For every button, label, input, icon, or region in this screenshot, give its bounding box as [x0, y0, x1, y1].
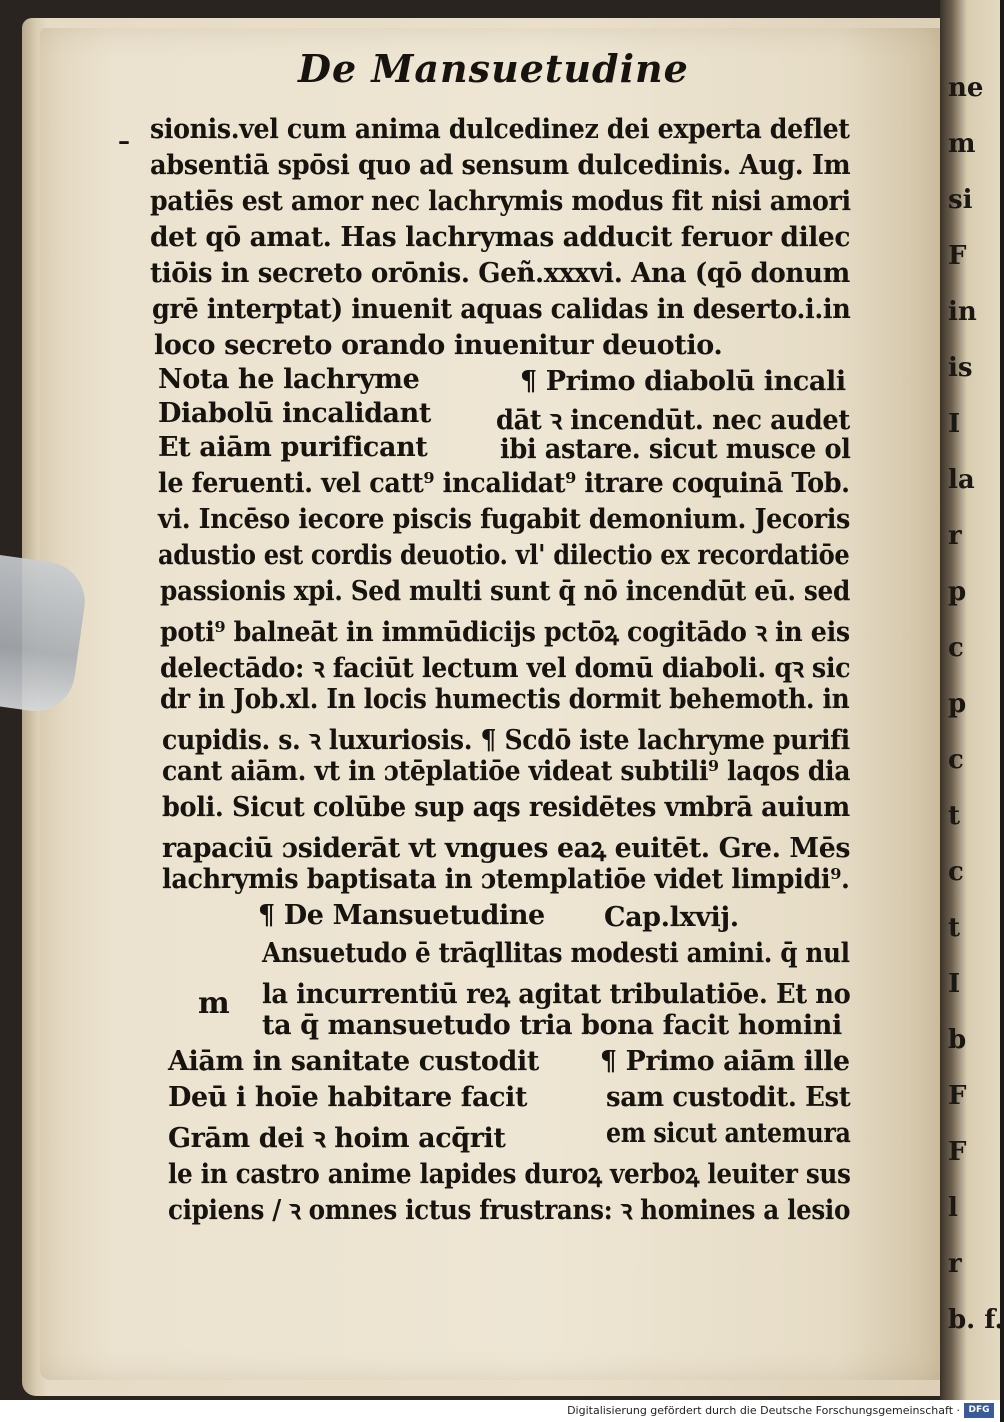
facing-line: p [948, 689, 967, 719]
page-title: De Mansuetudine [298, 46, 689, 91]
distinction-left: Nota he lachryme [158, 364, 420, 395]
text-line: boli. Sicut colūbe sup aqs residētes vmbrā auium [162, 792, 850, 823]
text-line: delectādo: ꝛ faciūt lectum vel domū diaboli. qꝛ sic [160, 653, 851, 684]
facing-line: F [948, 241, 967, 271]
dfg-logo: DFG [964, 1403, 994, 1418]
text-line: cant aiām. vt in ɔtēplatiōe videat subtili⁹ laqos dia [162, 756, 851, 787]
text-line: em sicut antemura [606, 1118, 851, 1149]
facing-line: is [948, 353, 973, 383]
text-line: vi. Incēso iecore piscis fugabit demonium. Jecoris [158, 504, 850, 535]
text-line: ibi astare. sicut musce ol [500, 434, 851, 465]
text-line: loco secreto orando inuenitur deuotio. [154, 330, 723, 361]
text-line: cipiens / ꝛ omnes ictus frustrans: ꝛ homines a lesio [168, 1195, 851, 1226]
facing-line: b [948, 1025, 967, 1055]
facing-line: c [948, 633, 964, 663]
chapter-number: Cap.lxvij. [604, 902, 739, 933]
facing-line: l [948, 1193, 958, 1223]
facing-line: b. f. [948, 1305, 1004, 1335]
text-line: absentiā spōsi quo ad sensum dulcedinis. Aug. Im [150, 150, 851, 181]
text-line: det qō amat. Has lachrymas adducit feruor dilec [150, 222, 851, 253]
distinction-left: Diabolū incalidant [158, 398, 431, 429]
facing-line: c [948, 745, 964, 775]
distinction-left: Deū i hoīe habitare facit [168, 1082, 528, 1113]
facing-line: t [948, 801, 961, 831]
distinction-left: Aiām in sanitate custodit [168, 1046, 539, 1077]
margin-dash: – [118, 126, 130, 155]
text-line: cupidis. s. ꝛ luxuriosis. ¶ Scdō iste lachryme purifi [162, 725, 850, 756]
facing-line: F [948, 1137, 967, 1167]
facing-line: c [948, 857, 964, 887]
text-line: poti⁹ balneāt in immūdicijs pctōꝝ cogitādo ꝛ in eis [160, 617, 850, 648]
facing-line: p [948, 577, 967, 607]
facing-line: in [948, 297, 977, 327]
text-line: passionis xpi. Sed multi sunt q̄ nō incendūt eū. sed [160, 576, 850, 607]
footer-credit: Digitalisierung gefördert durch die Deutsche Forschungsgemeinschaft · [567, 1404, 960, 1417]
facing-line: r [948, 521, 962, 551]
facing-line: r [948, 1249, 962, 1279]
text-line: grē interptat) inuenit aquas calidas in deserto.i.in [152, 294, 851, 325]
text-line: rapaciū ɔsiderāt vt vngues eaꝝ euitēt. Gre. Mēs [162, 833, 851, 864]
text-line: Ansuetudo ē trāqllitas modesti amini. q̄ nul [262, 938, 850, 969]
text-line: sionis.vel cum anima dulcedinez dei experta deflet [150, 114, 850, 145]
text-line: tiōis in secreto orōnis. Geñ.xxxvi. Ana (qō donum [150, 258, 850, 289]
text-line: patiēs est amor nec lachrymis modus fit nisi amori [150, 186, 851, 217]
facing-line: t [948, 913, 961, 943]
facing-line: ne [948, 73, 984, 103]
facing-line: si [948, 185, 973, 215]
facing-line: la [948, 465, 975, 495]
text-line: adustio est cordis deuotio. vl' dilectio ex recordatiōe [158, 540, 850, 571]
text-line: dr in Job.xl. In locis humectis dormit behemoth. in [160, 684, 850, 715]
text-line: dāt ꝛ incendūt. nec audet [496, 405, 850, 436]
digitization-footer [0, 1400, 1000, 1422]
text-line: lachrymis baptisata in ɔtemplatiōe videt limpidi⁹. [162, 864, 850, 895]
text-line: le feruenti. vel catt⁹ incalidat⁹ itrare coquinā Tob. [158, 468, 850, 499]
paragraph-start: ¶ Primo aiām ille [600, 1046, 850, 1077]
chapter-heading: ¶ De Mansuetudine [258, 900, 545, 931]
text-line: ta q̄ mansuetudo tria bona facit homini [262, 1010, 842, 1041]
text-line: sam custodit. Est [606, 1082, 851, 1113]
facing-line: I [948, 969, 961, 999]
facing-line: m [948, 129, 976, 159]
paragraph-start: ¶ Primo diabolū incali [520, 366, 846, 397]
distinction-left: Grām dei ꝛ hoim acq̄rit [168, 1123, 506, 1154]
text-line: le in castro anime lapides duroꝝ verboꝝ leuiter sus [168, 1159, 851, 1190]
guide-letter: m [198, 986, 230, 1021]
facing-line: I [948, 409, 961, 439]
text-line: la incurrentiū reꝝ agitat tribulatiōe. Et no [262, 979, 851, 1010]
distinction-left: Et aiām purificant [158, 432, 428, 463]
facing-line: F [948, 1081, 967, 1111]
